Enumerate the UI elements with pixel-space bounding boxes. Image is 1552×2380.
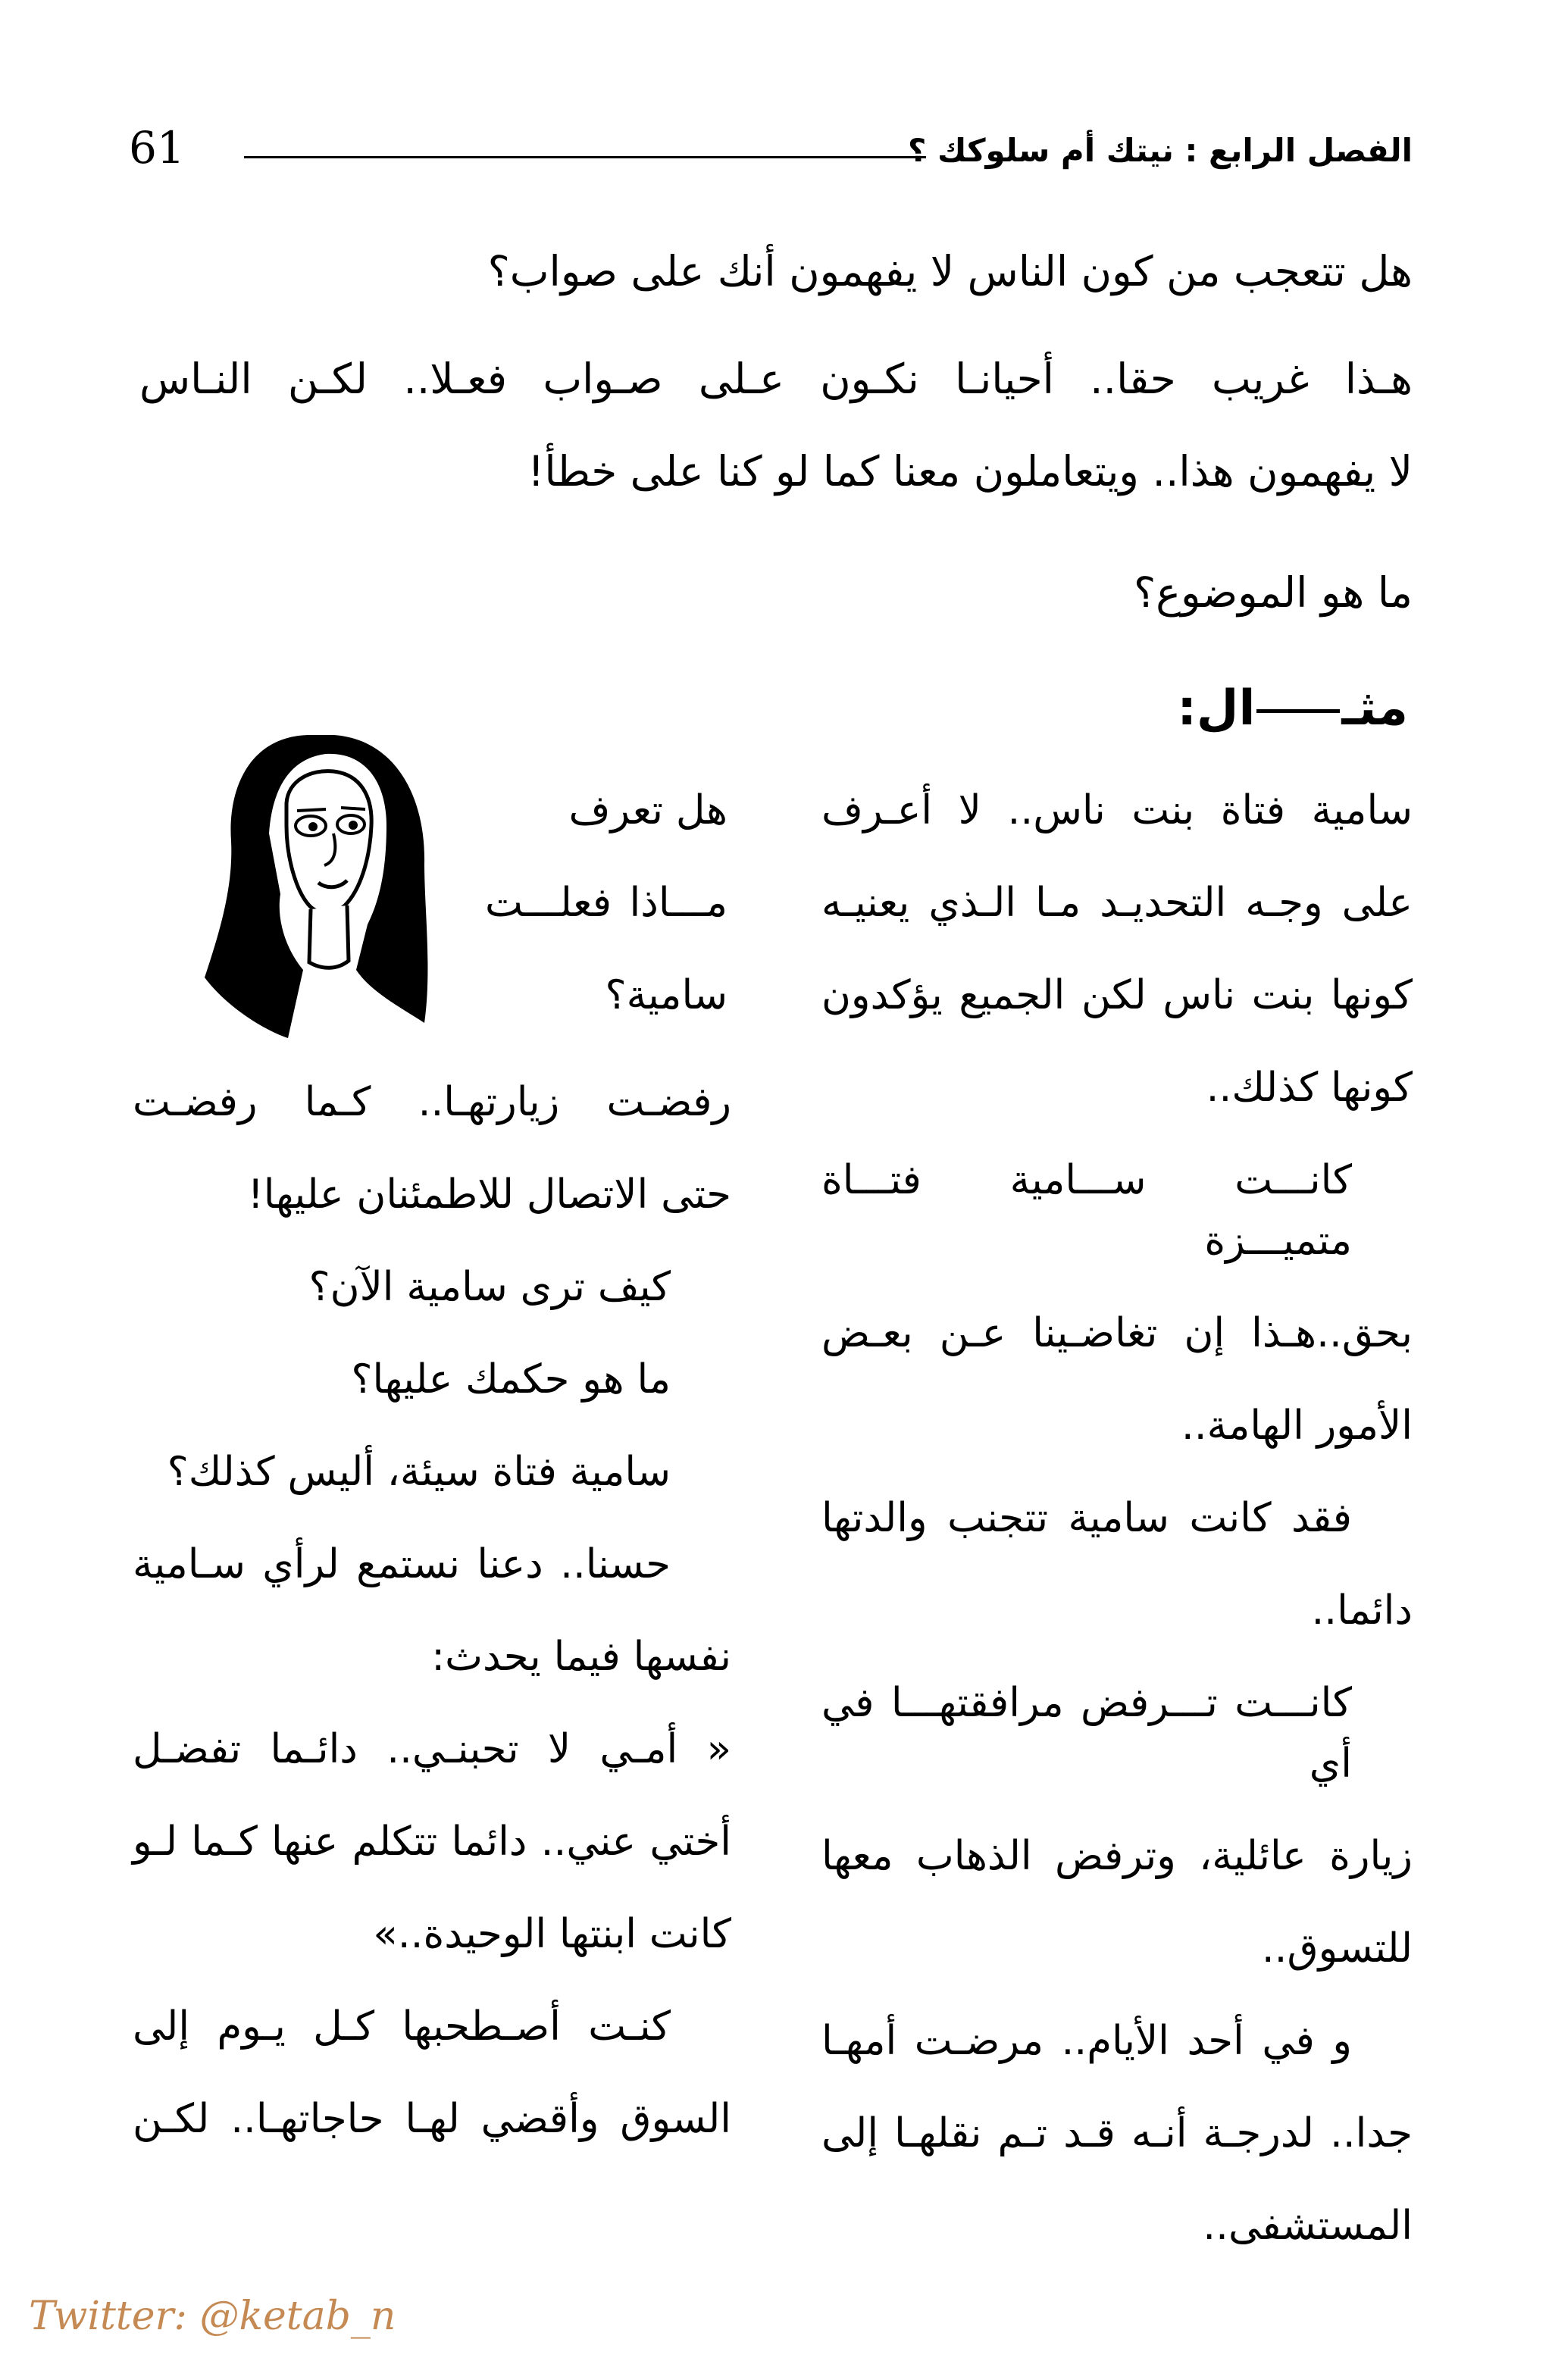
story-line: حسنا.. دعنا نستمع لرأي سـامية (133, 1541, 671, 1587)
chapter-title: الفصل الرابع : نيتك أم سلوكك ؟ (908, 132, 1413, 169)
story-line: الأمور الهامة.. (1181, 1403, 1413, 1449)
face-shape (286, 771, 371, 913)
story-line: أختي عني.. دائما تتكلم عنها كـما لـو (133, 1819, 731, 1865)
example-heading-end: ال: (1177, 680, 1256, 737)
story-column-left (133, 1072, 731, 2150)
aside-line: هل تعرف (568, 787, 728, 833)
story-column-right (821, 780, 1413, 2256)
intro-paragraph-line-1: هـذا غريب حقا.. أحيانـا نكـون عـلى صـواب فعـلا.. لكـن النـاس (139, 355, 1413, 403)
story-line: كانـــت تـــرفض مرافقتهـــا في أي (821, 1680, 1352, 1787)
intro-paragraph-line-2: لا يفهمون هذا.. ويتعاملون معنا كما لو كنا على خطأ! (527, 447, 1413, 496)
story-line: رفضـت زيارتهـا.. كـما رفضـت (133, 1079, 731, 1125)
story-line: زيارة عائلية، وترفض الذهاب معها (821, 1833, 1413, 1879)
left-pupil (308, 822, 318, 831)
running-header (0, 0, 1552, 197)
example-heading (1177, 674, 1408, 743)
story-line: و في أحد الأيام.. مرضـت أمهـا (821, 2018, 1352, 2064)
example-heading-start: مثـ (1341, 680, 1408, 737)
neck-shape (309, 905, 349, 968)
aside-question (485, 780, 728, 1026)
story-line: سامية فتاة بنت ناس.. لا أعـرف (821, 787, 1413, 833)
story-line: كانـــت ســـامية فتـــاة متميـــزة (821, 1157, 1352, 1264)
story-line: جدا.. لدرجـة أنـه قـد تـم نقلهـا إلى (821, 2110, 1413, 2156)
story-line: حتى الاتصال للاطمئنان عليها! (247, 1171, 731, 1218)
story-line: بحق..هـذا إن تغاضـينا عـن بعـض (821, 1310, 1413, 1356)
header-rule (244, 156, 926, 158)
right-pupil (349, 821, 358, 830)
page-number: 61 (129, 122, 185, 174)
intro-question: هل تتعجب من كون الناس لا يفهمون أنك على صواب؟ (487, 247, 1413, 296)
story-line: ما هو حكمك عليها؟ (351, 1356, 671, 1403)
girl-illustration (197, 720, 440, 1038)
twitter-watermark: Twitter: @ketab_n (29, 2294, 396, 2339)
story-line: كانت ابنتها الوحيدة..» (373, 1911, 731, 1957)
heading-kashida-rule (1256, 709, 1340, 713)
story-line: « أمـي لا تحبنـي.. دائـما تفضـل (133, 1726, 731, 1772)
story-line: كونها بنت ناس لكن الجميع يؤكدون (821, 972, 1413, 1018)
topic-question: ما هو الموضوع؟ (1134, 568, 1413, 617)
story-line: المستشفى.. (1203, 2203, 1413, 2249)
story-line: سامية فتاة سيئة، أليس كذلك؟ (167, 1449, 671, 1495)
story-line: السوق وأقضي لهـا حاجاتهـا.. لكـن (133, 2096, 731, 2142)
story-line: دائما.. (1311, 1587, 1413, 1634)
story-line: على وجـه التحديـد مـا الـذي يعنيـه (821, 880, 1413, 926)
aside-line: مـــاذا فعلـــت (485, 880, 728, 926)
story-line: كيف ترى سامية الآن؟ (308, 1264, 671, 1310)
story-line: للتسوق.. (1261, 1925, 1413, 1972)
aside-line: سامية؟ (605, 972, 728, 1018)
story-line: كونها كذلك.. (1206, 1065, 1413, 1111)
story-line: فقد كانت سامية تتجنب والدتها (821, 1495, 1352, 1541)
story-line: نفسها فيما يحدث: (431, 1634, 731, 1680)
story-line: كنـت أصـطحبها كـل يـوم إلى (133, 2003, 671, 2050)
